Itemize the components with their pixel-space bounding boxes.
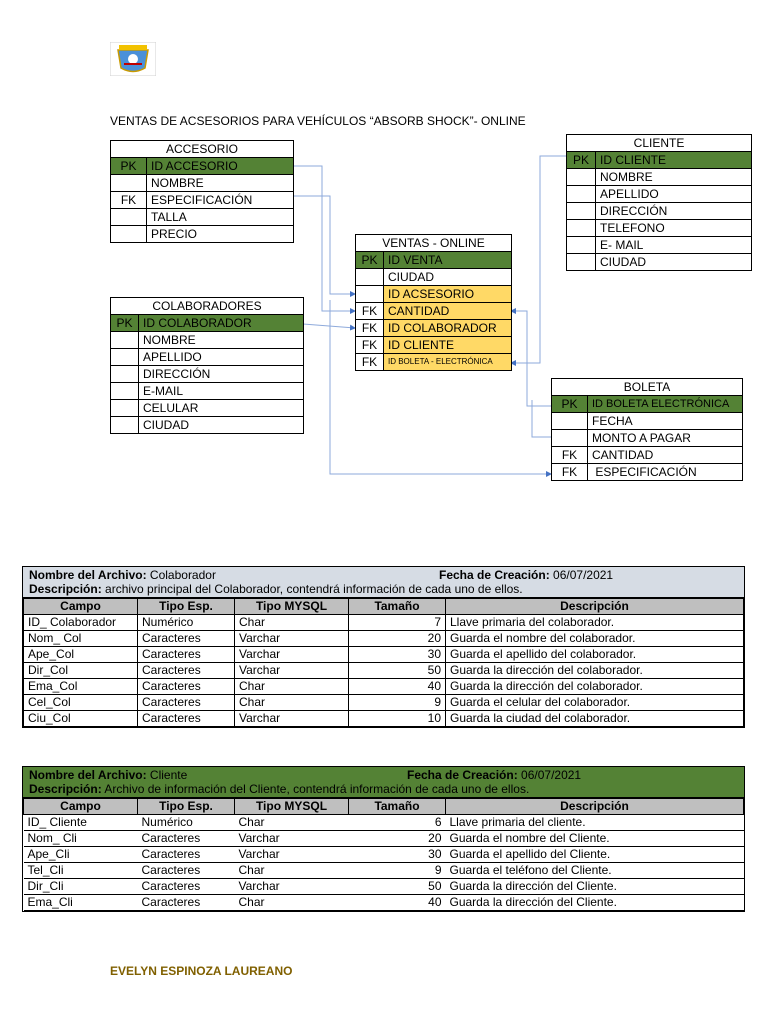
cell: Ema_Cli: [24, 895, 138, 911]
key-cell: [567, 203, 596, 220]
cell: Caracteres: [138, 663, 235, 679]
field-cell: E- MAIL: [596, 237, 752, 254]
cell: ID_ Cliente: [24, 815, 138, 831]
key-cell: [567, 237, 596, 254]
field-cell: CIUDAD: [139, 417, 304, 434]
column-header: Descripción: [446, 799, 744, 815]
key-cell: [111, 417, 139, 434]
key-cell: [567, 254, 596, 271]
cell: Guarda el apellido del colaborador.: [446, 647, 744, 663]
column-header: Campo: [24, 799, 138, 815]
cell: 40: [349, 679, 446, 695]
key-cell: FK: [356, 303, 384, 320]
key-cell: PK: [567, 152, 596, 169]
entity-accesorio: [110, 140, 294, 243]
cell: Llave primaria del cliente.: [446, 815, 744, 831]
cell: Caracteres: [138, 863, 235, 879]
cell: Caracteres: [138, 847, 235, 863]
field-cell: NOMBRE: [147, 175, 294, 192]
date-label: Fecha de Creación:: [439, 568, 550, 582]
key-cell: PK: [111, 315, 139, 332]
cell: Numérico: [138, 615, 235, 631]
field-cell: ID VENTA: [384, 252, 512, 269]
key-cell: [111, 349, 139, 366]
table-row: [24, 647, 744, 663]
cell: Varchar: [235, 831, 349, 847]
table-row: [24, 679, 744, 695]
key-cell: [111, 209, 147, 226]
data-dictionary-colaborador: [22, 566, 745, 728]
cell: Cel_Col: [24, 695, 138, 711]
column-header: Tipo Esp.: [138, 799, 235, 815]
connector-accesorio-ventas: [293, 166, 355, 311]
cell: Guarda el nombre del colaborador.: [446, 631, 744, 647]
connector-colaborador-ventas: [303, 324, 355, 328]
description-value: archivo principal del Colaborador, contendrá información de cada uno de ellos.: [101, 582, 523, 596]
cell: Varchar: [235, 631, 349, 647]
field-cell: DIRECCIÓN: [596, 203, 752, 220]
entity-colaboradores: [110, 297, 304, 434]
field-cell: NOMBRE: [139, 332, 304, 349]
data-dictionary-cliente: [22, 766, 745, 912]
field-cell: ID CLIENTE: [384, 337, 512, 354]
table-row: [24, 663, 744, 679]
cell: Nom_ Col: [24, 631, 138, 647]
entity-title: VENTAS - ONLINE: [356, 235, 512, 252]
field-cell: DIRECCIÓN: [139, 366, 304, 383]
file-name-label: Nombre del Archivo:: [29, 768, 147, 782]
key-cell: PK: [356, 252, 384, 269]
field-cell: CIUDAD: [596, 254, 752, 271]
cell: Caracteres: [138, 631, 235, 647]
field-cell: TALLA: [147, 209, 294, 226]
key-cell: FK: [111, 192, 147, 209]
field-cell: ID CLIENTE: [596, 152, 752, 169]
field-cell: APELLIDO: [596, 186, 752, 203]
cell: 6: [349, 815, 446, 831]
cell: Varchar: [235, 879, 349, 895]
table-row: [24, 631, 744, 647]
table-row: [24, 895, 744, 911]
cell: 40: [349, 895, 446, 911]
cell: ID_ Colaborador: [24, 615, 138, 631]
field-cell: APELLIDO: [139, 349, 304, 366]
cell: Char: [235, 615, 349, 631]
field-cell: PRECIO: [147, 226, 294, 243]
column-header: Tipo MYSQL: [235, 799, 349, 815]
table-row: [24, 695, 744, 711]
connector-boleta-ventas: [511, 311, 551, 406]
field-cell: ID ACCESORIO: [147, 158, 294, 175]
field-cell: CELULAR: [139, 400, 304, 417]
field-cell: ID COLABORADOR: [139, 315, 304, 332]
cell: 7: [349, 615, 446, 631]
table-row: [24, 863, 744, 879]
key-cell: FK: [356, 320, 384, 337]
field-cell: E-MAIL: [139, 383, 304, 400]
cell: Guarda el teléfono del Cliente.: [446, 863, 744, 879]
column-header: Campo: [24, 599, 138, 615]
cell: Varchar: [235, 663, 349, 679]
cell: Varchar: [235, 647, 349, 663]
key-cell: [356, 269, 384, 286]
cell: 9: [349, 863, 446, 879]
cell: Ape_Col: [24, 647, 138, 663]
date-value: 06/07/2021: [549, 568, 614, 582]
key-cell: [111, 332, 139, 349]
key-cell: [552, 413, 588, 430]
cell: 20: [349, 631, 446, 647]
diagram-title: VENTAS DE ACSESORIOS PARA VEHÍCULOS “ABSORB SHOCK”- ONLINE: [110, 114, 526, 128]
cell: Varchar: [235, 711, 349, 727]
key-cell: [111, 400, 139, 417]
key-cell: [111, 366, 139, 383]
description-label: Descripción:: [29, 782, 102, 796]
cell: Caracteres: [138, 879, 235, 895]
cell: Caracteres: [138, 895, 235, 911]
dictionary-table: [23, 598, 744, 727]
cell: Guarda la ciudad del colaborador.: [446, 711, 744, 727]
key-cell: FK: [552, 464, 588, 481]
dictionary-header: [23, 567, 744, 598]
dictionary-header: [23, 767, 744, 798]
field-cell: ID BOLETA - ELECTRÓNICA: [384, 354, 512, 371]
field-cell: CANTIDAD: [384, 303, 512, 320]
column-header: Tipo Esp.: [138, 599, 235, 615]
date-value: 06/07/2021: [517, 768, 582, 782]
cell: Tel_Cli: [24, 863, 138, 879]
field-cell: ESPECIFICACIÓN: [588, 464, 743, 481]
entity-title: ACCESORIO: [111, 141, 294, 158]
key-cell: FK: [356, 337, 384, 354]
key-cell: FK: [552, 447, 588, 464]
cell: Guarda el apellido del Cliente.: [446, 847, 744, 863]
cell: Char: [235, 679, 349, 695]
cell: Char: [235, 863, 349, 879]
cell: Guarda la dirección del Cliente.: [446, 879, 744, 895]
date-label: Fecha de Creación:: [407, 768, 518, 782]
field-cell: FECHA: [588, 413, 743, 430]
column-header: Descripción: [446, 599, 744, 615]
table-row: [24, 711, 744, 727]
cell: Caracteres: [138, 711, 235, 727]
table-row: [24, 615, 744, 631]
field-cell: ID BOLETA ELECTRÓNICA: [588, 396, 743, 413]
cell: Guarda la dirección del Cliente.: [446, 895, 744, 911]
column-header: Tamaño: [349, 799, 446, 815]
cell: Char: [235, 895, 349, 911]
table-row: [24, 847, 744, 863]
key-cell: [552, 430, 588, 447]
table-row: [24, 815, 744, 831]
file-name-value: Cliente: [146, 768, 188, 782]
table-row: [24, 879, 744, 895]
key-cell: [111, 383, 139, 400]
connector-especificacion-ventas: [293, 196, 355, 294]
key-cell: FK: [356, 354, 384, 371]
cell: Guarda la dirección del colaborador.: [446, 663, 744, 679]
cell: Dir_Cli: [24, 879, 138, 895]
cell: Guarda el celular del colaborador.: [446, 695, 744, 711]
cell: 30: [349, 847, 446, 863]
cell: 9: [349, 695, 446, 711]
cell: Caracteres: [138, 831, 235, 847]
cell: Ema_Col: [24, 679, 138, 695]
field-cell: ESPECIFICACIÓN: [147, 192, 294, 209]
file-name-label: Nombre del Archivo:: [29, 568, 147, 582]
cell: 50: [349, 663, 446, 679]
field-cell: CIUDAD: [384, 269, 512, 286]
field-cell: NOMBRE: [596, 169, 752, 186]
column-header: Tipo MYSQL: [235, 599, 349, 615]
field-cell: MONTO A PAGAR: [588, 430, 743, 447]
key-cell: PK: [111, 158, 147, 175]
field-cell: CANTIDAD: [588, 447, 743, 464]
field-cell: ID COLABORADOR: [384, 320, 512, 337]
key-cell: [567, 169, 596, 186]
key-cell: [567, 220, 596, 237]
dictionary-table: [23, 798, 744, 911]
key-cell: [111, 175, 147, 192]
cell: Numérico: [138, 815, 235, 831]
table-row: [24, 831, 744, 847]
connector-cliente-ventas: [511, 156, 567, 363]
cell: Guarda el nombre del Cliente.: [446, 831, 744, 847]
cell: Nom_ Cli: [24, 831, 138, 847]
author-name: EVELYN ESPINOZA LAUREANO: [110, 964, 293, 978]
cell: Char: [235, 695, 349, 711]
cell: Caracteres: [138, 695, 235, 711]
entity-title: COLABORADORES: [111, 298, 304, 315]
cell: Caracteres: [138, 679, 235, 695]
key-cell: [111, 226, 147, 243]
cell: Char: [235, 815, 349, 831]
description-label: Descripción:: [29, 582, 102, 596]
cell: 30: [349, 647, 446, 663]
cell: 50: [349, 879, 446, 895]
cell: 10: [349, 711, 446, 727]
column-header: Tamaño: [349, 599, 446, 615]
cell: Ape_Cli: [24, 847, 138, 863]
entity-title: BOLETA: [552, 379, 743, 396]
cell: Varchar: [235, 847, 349, 863]
field-cell: TELEFONO: [596, 220, 752, 237]
cell: Dir_Col: [24, 663, 138, 679]
cell: Ciu_Col: [24, 711, 138, 727]
key-cell: [356, 286, 384, 303]
field-cell: ID ACSESORIO: [384, 286, 512, 303]
entity-title: CLIENTE: [567, 135, 752, 152]
file-name-value: Colaborador: [146, 568, 216, 582]
key-cell: PK: [552, 396, 588, 413]
cell: Llave primaria del colaborador.: [446, 615, 744, 631]
entity-cliente: [566, 134, 752, 271]
description-value: Archivo de información del Cliente, contendrá información de cada uno de ellos.: [101, 782, 530, 796]
key-cell: [567, 186, 596, 203]
cell: 20: [349, 831, 446, 847]
cell: Guarda la dirección del colaborador.: [446, 679, 744, 695]
entity-boleta: [551, 378, 743, 481]
cell: Caracteres: [138, 647, 235, 663]
entity-ventas-online: [355, 234, 512, 371]
